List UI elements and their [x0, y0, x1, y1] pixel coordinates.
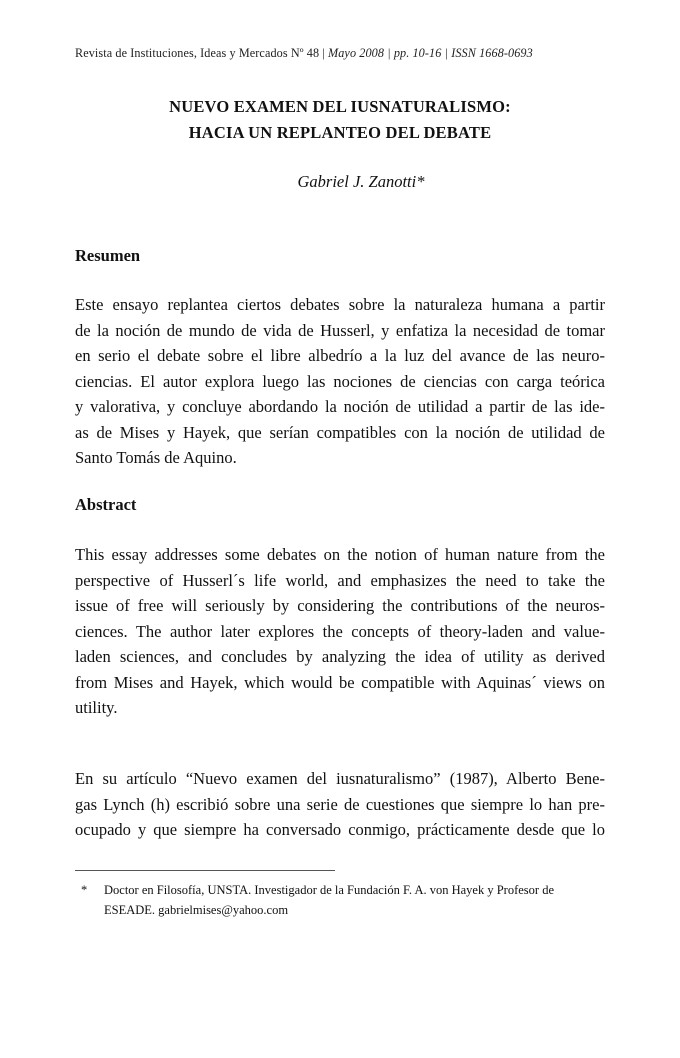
body-line: gas Lynch (h) escribió sobre una serie de cuestiones que siempre lo han pre-: [75, 794, 605, 814]
resumen-heading: Resumen: [75, 246, 141, 265]
abstract-line: from Mises and Hayek, which would be compatible with Aquinas´ views on: [75, 672, 605, 692]
abstract-line: issue of free will seriously by considering the contributions of the neuros-: [75, 596, 605, 615]
abstract-line: utility.: [75, 698, 118, 717]
resumen-line: en serio el debate sobre el libre albedrío a la luz del avance de las neuro-: [75, 346, 605, 365]
body-line: En su artículo “Nuevo examen del iusnaturalismo” (1987), Alberto Bene-: [75, 769, 605, 788]
article-title: [75, 94, 605, 146]
body-paragraph: [75, 766, 605, 843]
resumen-paragraph: [75, 292, 605, 471]
body-line: ocupado y que siempre ha conversado conmigo, prácticamente desde que lo: [75, 820, 605, 839]
footnote: [75, 880, 605, 920]
page-range: pp. 10-16: [393, 46, 442, 60]
footnote-email: ESEADE. gabrielmises@yahoo.com: [104, 903, 289, 917]
footnote-mark: *: [81, 883, 88, 897]
header-separator: |: [384, 46, 394, 60]
abstract-heading: Abstract: [75, 495, 137, 514]
header-separator: |: [441, 46, 452, 60]
title-line-1: NUEVO EXAMEN DEL IUSNATURALISMO:: [169, 97, 511, 116]
resumen-line: de la noción de mundo de vida de Husserl, y enfatiza la necesidad de tomar: [75, 320, 605, 340]
resumen-line: Santo Tomás de Aquino.: [75, 448, 237, 467]
abstract-paragraph: [75, 542, 605, 721]
abstract-line: perspective of Husserl´s life world, and emphasizes the need to take the: [75, 570, 605, 590]
resumen-line: ciencias. El autor explora luego las nociones de ciencias con carga teórica: [75, 371, 605, 391]
resumen-line: y valorativa, y concluye abordando la noción de utilidad a partir de las ide-: [75, 397, 605, 416]
title-line-2: HACIA UN REPLANTEO DEL DEBATE: [188, 123, 492, 142]
issue-date: Mayo 2008: [327, 46, 385, 60]
abstract-line: ciences. The author later explores the concepts of theory-laden and value-: [75, 621, 605, 641]
footnote-text: [104, 880, 605, 920]
footnote-divider: [75, 870, 335, 871]
resumen-line: Este ensayo replantea ciertos debates sobre la naturaleza humana a partir: [75, 295, 605, 314]
issn: ISSN 1668-0693: [451, 46, 533, 60]
footnote-line: Doctor en Filosofía, UNSTA. Investigador de la Fundación F. A. von Hayek y Profesor de: [104, 883, 555, 897]
abstract-line: laden sciences, and concludes by analyzing the idea of utility as derived: [75, 647, 605, 666]
author-name: Gabriel J. Zanotti*: [297, 172, 425, 191]
abstract-line: This essay addresses some debates on the notion of human nature from the: [75, 545, 605, 564]
journal-name: Revista de Instituciones, Ideas y Mercados Nº 48 |: [75, 46, 328, 60]
resumen-line: as de Mises y Hayek, que serían compatibles con la noción de utilidad de: [75, 422, 605, 442]
running-header: [75, 46, 635, 61]
